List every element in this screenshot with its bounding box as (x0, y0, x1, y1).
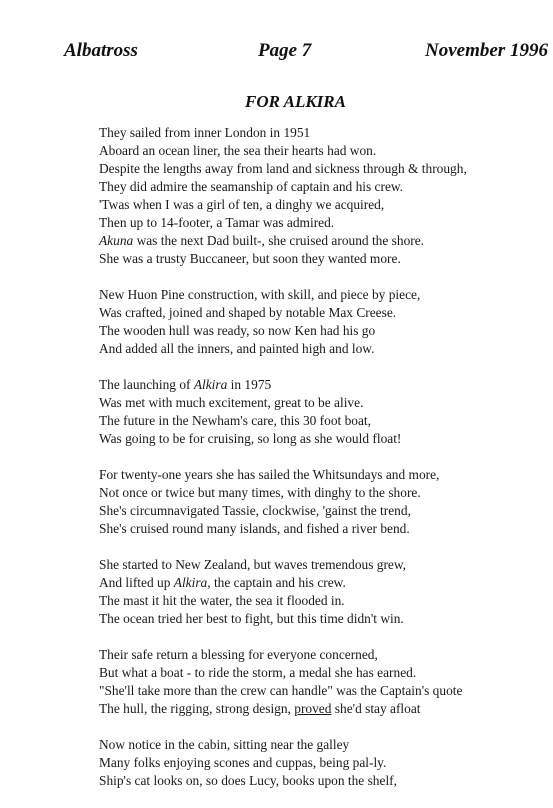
poem-line: Now notice in the cabin, sitting near the galley (99, 737, 350, 752)
poem-line: New Huon Pine construction, with skill, and piece by piece, (99, 287, 421, 302)
poem-line: Many folks enjoying scones and cuppas, being pal-ly. (99, 755, 387, 770)
poem-body (99, 124, 539, 808)
line-text: The launching of (99, 377, 194, 392)
poem-line: The future in the Newham's care, this 30 foot boat, (99, 413, 372, 428)
issue-date: November 1996 (425, 40, 548, 61)
poem-line: "She'll take more than the crew can handle" was the Captain's quote (99, 683, 463, 698)
poem-stanza (99, 556, 539, 628)
poem-line: Despite the lengths away from land and sickness through & through, (99, 161, 467, 176)
poem-line (99, 376, 539, 394)
line-text: was the next Dad built-, she cruised around the shore. (133, 233, 425, 248)
poem-line: Their safe return a blessing for everyone concerned, (99, 647, 378, 662)
poem-line: 'Twas when I was a girl of ten, a dinghy we acquired, (99, 197, 385, 212)
poem-line (99, 700, 539, 718)
poem-line: Ship's cat looks on, so does Lucy, books upon the shelf, (99, 773, 397, 788)
poem-line: She's circumnavigated Tassie, clockwise, 'gainst the trend, (99, 503, 411, 518)
poem-line: And added all the inners, and painted high and low. (99, 341, 375, 356)
page-header (0, 40, 553, 64)
poem-line: They did admire the seamanship of captain and his crew. (99, 179, 404, 194)
poem-line (99, 574, 539, 592)
poem-line: They sailed from inner London in 1951 (99, 125, 311, 140)
page-number: Page 7 (258, 40, 312, 61)
poem-line: The mast it hit the water, the sea it flooded in. (99, 593, 345, 608)
poem-line: Aboard an ocean liner, the sea their hearts had won. (99, 143, 377, 158)
poem-line: Was met with much excitement, great to be alive. (99, 395, 364, 410)
publication-name: Albatross (64, 40, 138, 61)
boat-name: Alkira, (173, 575, 211, 590)
poem-stanza (99, 376, 539, 448)
poem-line: Then up to 14-footer, a Tamar was admired. (99, 215, 335, 230)
poem-line: She started to New Zealand, but waves tremendous grew, (99, 557, 407, 572)
poem-line (99, 232, 539, 250)
underlined-word: proved (294, 701, 332, 716)
poem-line: Not once or twice but many times, with dinghy to the shore. (99, 485, 421, 500)
poem-line: Was crafted, joined and shaped by notable Max Creese. (99, 305, 397, 320)
poem-line: But what a boat - to ride the storm, a medal she has earned. (99, 665, 417, 680)
line-text: she'd stay afloat (331, 701, 421, 716)
poem-line: She's cruised round many islands, and fished a river bend. (99, 521, 410, 536)
poem-title: FOR ALKIRA (245, 92, 346, 111)
boat-name: Alkira (193, 377, 228, 392)
poem-stanza (99, 466, 539, 538)
poem-line: Was going to be for cruising, so long as she would float! (99, 431, 402, 446)
poem-line: The ocean tried her best to fight, but this time didn't win. (99, 611, 404, 626)
line-text: The hull, the rigging, strong design, (99, 701, 295, 716)
poem-stanza (99, 124, 539, 268)
line-text: in 1975 (227, 377, 272, 392)
poem-stanza (99, 286, 539, 358)
line-text: the captain and his crew. (210, 575, 346, 590)
poem-line: The wooden hull was ready, so now Ken had his go (99, 323, 376, 338)
poem-line: She was a trusty Buccaneer, but soon they wanted more. (99, 251, 401, 266)
boat-name: Akuna (99, 233, 134, 248)
line-text: And lifted up (99, 575, 174, 590)
poem-line: For twenty-one years she has sailed the Whitsundays and more, (99, 467, 440, 482)
poem-stanza (99, 646, 539, 718)
poem-stanza (99, 736, 539, 790)
